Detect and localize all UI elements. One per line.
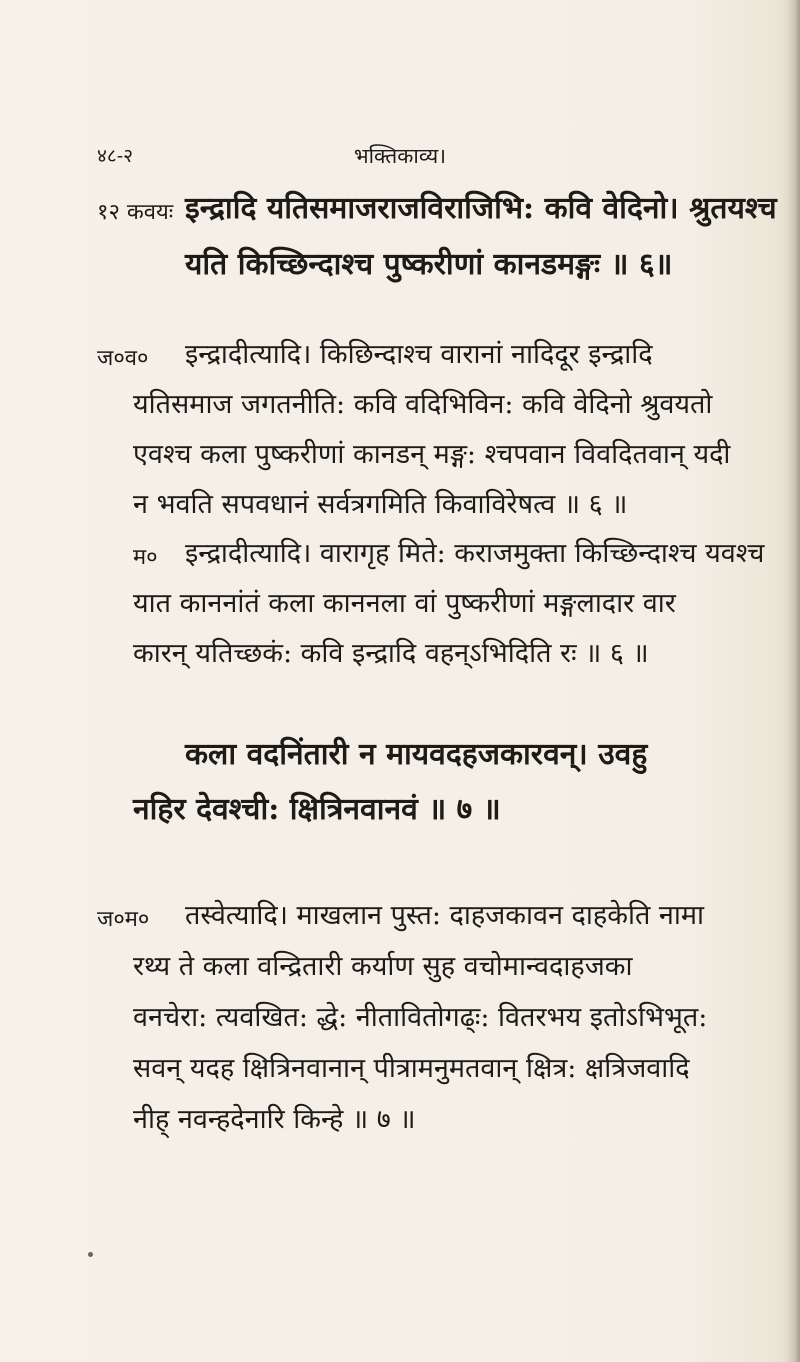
page-number: ४८-२ xyxy=(97,145,134,167)
commentary-7-line-4: सवन् यदह क्षित्रिनवानान् पीत्रामनुमतवान् क्षित्र: क्षत्रिजवादि xyxy=(133,1053,690,1084)
page-header xyxy=(0,142,800,170)
commentary-7-line-2: रथ्य ते कला वन्द्रितारी कर्याण सुह वचोमान्वदाहजका xyxy=(133,951,633,982)
commentary-6-a-line-3: एवश्च कला पुष्करीणां कानडन् मङ्ग: श्चपवान विवदितवान् यदी xyxy=(133,439,731,470)
running-title: भक्तिकाव्य। xyxy=(353,144,447,168)
commentary-6-b-line-1: इन्द्रादीत्यादि। वारागृह मिते: कराजमुक्ता किच्छिन्दाश्च यवश्च xyxy=(185,538,765,569)
commentary-6-a-line-1: इन्द्रादीत्यादि। किछिन्दाश्च वारानां नादिदूर इन्द्रादि xyxy=(185,339,653,370)
verse-6-label: १२ कवयः xyxy=(97,200,174,225)
commentary-7-line-5: नीह् नवन्हदेनारि किन्हे ॥ ७ ॥ xyxy=(133,1104,416,1135)
verse-7-line-1: कला वदनिंतारी न मायवदहजकारवन्। उवहु xyxy=(185,737,648,772)
commentary-6-b-label: म० xyxy=(133,545,158,570)
commentary-6-a-line-4: न भवति सपवधानं सर्वत्रगमिति किवाविरेषत्व ॥ ६ ॥ xyxy=(133,489,628,520)
commentary-6-b-line-3: कारन् यतिच्छकं: कवि इन्द्रादि वहन्ऽभिदिति रः ॥ ६ ॥ xyxy=(133,638,649,669)
commentary-7-line-1: तस्वेत्यादि। माखलान पुस्त: दाहजकावन दाहकेति नामा xyxy=(185,900,705,931)
verse-6-line-2: यति किच्छिन्दाश्च पुष्करीणां कानडमङ्गः ॥ ६॥ xyxy=(185,247,673,282)
commentary-6-b-line-2: यात काननांतं कला काननला वां पुष्करीणां मङ्गलादार वार xyxy=(133,588,676,619)
page-edge-shadow xyxy=(786,0,800,1362)
commentary-7-label: ज०म० xyxy=(97,907,150,932)
commentary-6-a-line-2: यतिसमाज जगतनीति: कवि वदिभिविन: कवि वेदिनो श्रुवयतो xyxy=(133,389,713,420)
commentary-6-a-label: ज०व० xyxy=(97,346,149,371)
verse-6-line-1: इन्द्रादि यतिसमाजराजविराजिभि: कवि वेदिनो। श्रुतयश्च xyxy=(185,191,777,226)
verse-7-line-2: नहिर देवश्ची: क्षित्रिनवानवं ॥ ७ ॥ xyxy=(133,792,501,827)
commentary-7-line-3: वनचेरा: त्यवखित: द्धे: नीतावितोगढ्‌ः: वितरभय इतोऽभिभूत: xyxy=(133,1002,708,1033)
ink-speck xyxy=(88,1252,93,1257)
